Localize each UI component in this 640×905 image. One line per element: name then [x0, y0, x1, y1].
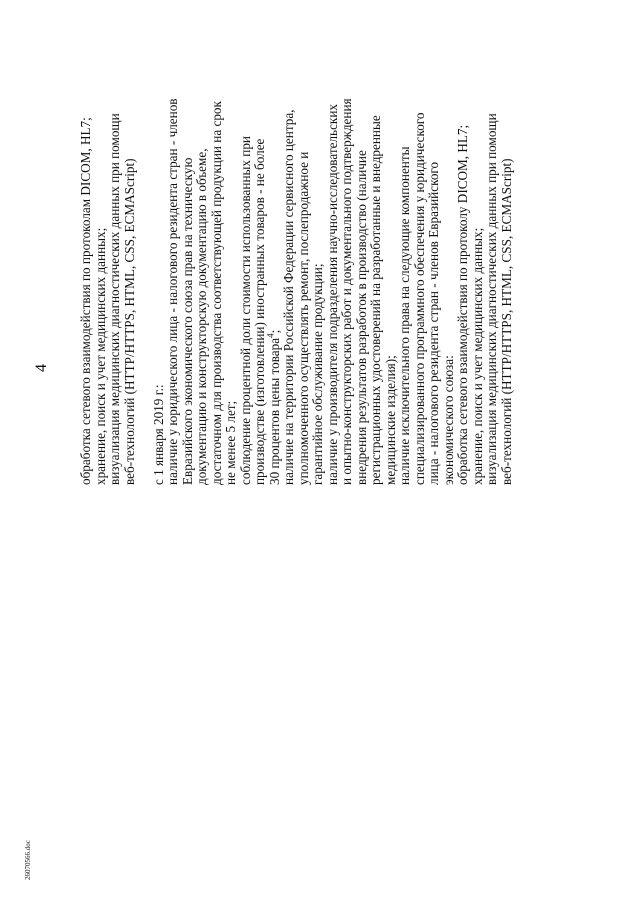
text-line: наличие исключительного права на следующие компоненты — [397, 146, 412, 485]
text-line: веб-технологий (HTTP/HTTPS, HTML, CSS, ECMAScript) — [498, 158, 514, 485]
text-line: обработка сетевого взаимодействия по протоколам DICOM, HL7; — [78, 117, 93, 485]
text-line: специализированного программного обеспечения у юридического — [411, 112, 427, 485]
text-line: обработка сетевого взаимодействия по протоколу DICOM, HL7; — [455, 124, 470, 485]
text-line: регистрационных удостоверений на разработанные и внедренные — [368, 115, 383, 485]
text-line: экономического союза: — [440, 355, 456, 485]
text-line: медицинские изделия); — [382, 355, 398, 485]
rotated-text-block — [79, 35, 514, 485]
text-fragment: ; — [266, 329, 282, 334]
footnote-marker: 4 — [265, 333, 276, 338]
text-line: лица - налогового резидента стран - членов Евразийского — [426, 161, 441, 485]
text-line: документацию и конструкторскую документацию в объеме, — [194, 148, 209, 485]
text-line: уполномоченного осуществлять ремонт, послепродажное и — [295, 151, 311, 485]
text-line: хранение, поиск и учет медицинских данных; — [92, 227, 108, 485]
page-number: 4 — [33, 364, 50, 372]
document-id: 26070566.doc — [24, 840, 32, 880]
text-line: наличие у производителя подразделения научно-исследовательских — [324, 104, 340, 485]
text-line: соблюдение процентной доли стоимости использованных при — [237, 136, 253, 485]
text-line: и опытно-конструкторских работ и документального подтверждения — [339, 98, 354, 485]
text-line: производстве (изготовлении) иностранных товаров - не более — [252, 138, 267, 485]
text-line: хранение, поиск и учет медицинских данных; — [469, 227, 485, 485]
text-line: гарантийное обслуживание продукции; — [310, 263, 325, 485]
paragraph-gap — [137, 35, 152, 485]
text-line-with-footnote — [265, 35, 283, 485]
text-line: визуализация медицинских диагностических данных при помощи — [484, 113, 499, 485]
text-line: наличие на территории Российской Федерации сервисного центра, — [281, 109, 296, 485]
text-line: наличие у юридического лица - налогового резидента стран - членов — [165, 98, 180, 485]
section-date-heading: с 1 января 2019 г.: — [150, 384, 166, 485]
text-line: Евразийского экономического союза прав на техническую — [179, 157, 195, 485]
text-line: визуализация медицинских диагностических данных при помощи — [107, 113, 122, 485]
text-line: веб-технологий (HTTP/HTTPS, HTML, CSS, ECMAScript) — [121, 158, 137, 485]
text-line: не менее 5 лет; — [223, 400, 238, 485]
text-line: внедрения результатов разработок в производство (наличие — [353, 150, 369, 485]
text-fragment: 30 процентов цены товара — [266, 337, 282, 485]
text-line: достаточном для производства соответствующей продукции на срок — [208, 101, 224, 485]
